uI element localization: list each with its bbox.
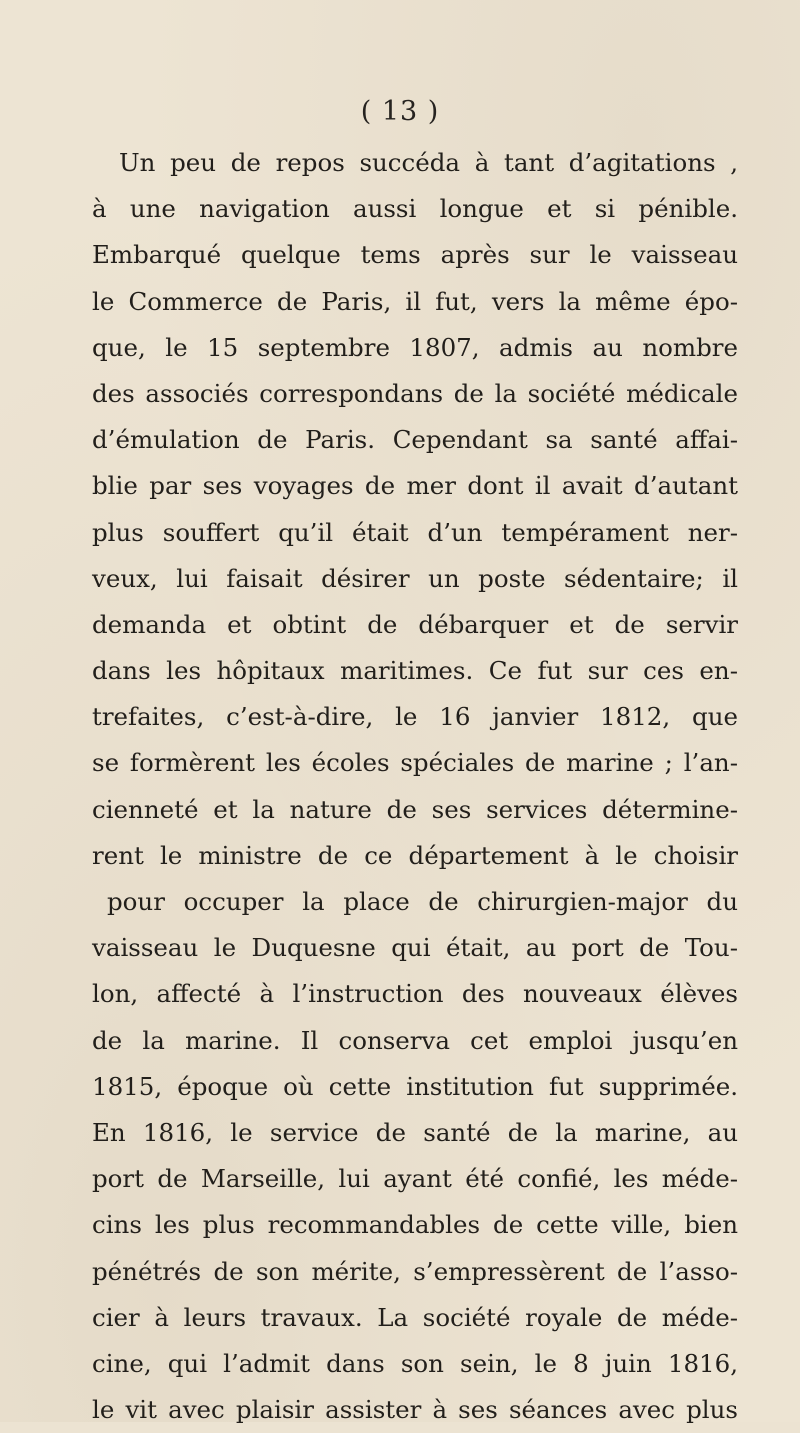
text-line: blie par ses voyages de mer dont il avait d’autant bbox=[92, 471, 738, 501]
text-line: pour occuper la place de chirurgien-major du bbox=[107, 887, 738, 916]
text-line: de la marine. Il conserva cet emploi jusqu’en bbox=[92, 1025, 738, 1055]
text-line: le Commerce de Paris, il fut, vers la même épo- bbox=[92, 286, 738, 316]
text-line: En 1816, le service de santé de la marine, au bbox=[92, 1117, 738, 1147]
text-line: vaisseau le Duquesne qui était, au port de Tou- bbox=[92, 933, 738, 963]
text-line: Embarqué quelque tems après sur le vaisseau bbox=[92, 240, 738, 270]
text-line: que, le 15 septembre 1807, admis au nombre bbox=[92, 332, 738, 362]
text-line: plus souffert qu’il était d’un tempérament ner- bbox=[92, 517, 738, 547]
text-line: port de Marseille, lui ayant été confié, les méde- bbox=[92, 1164, 738, 1194]
text-line: Un peu de repos succéda à tant d’agitations , bbox=[119, 148, 738, 177]
text-line: à une navigation aussi longue et si pénible. bbox=[92, 194, 738, 224]
text-line: d’émulation de Paris. Cependant sa santé affai- bbox=[92, 425, 738, 455]
text-line: se formèrent les écoles spéciales de marine ; l’an- bbox=[92, 748, 738, 778]
text-line: des associés correspondans de la société médicale bbox=[92, 378, 738, 408]
text-line: trefaites, c’est-à-dire, le 16 janvier 1812, que bbox=[92, 702, 738, 732]
text-line: le vit avec plaisir assister à ses séances avec plus bbox=[92, 1395, 738, 1425]
text-line: lon, affecté à l’instruction des nouveaux élèves bbox=[92, 979, 738, 1009]
page-number: ( 13 ) bbox=[360, 96, 440, 127]
text-line: cine, qui l’admit dans son sein, le 8 juin 1816, bbox=[92, 1348, 738, 1378]
text-line: cins les plus recommandables de cette ville, bien bbox=[92, 1210, 738, 1240]
text-line: demanda et obtint de débarquer et de servir bbox=[92, 609, 738, 639]
text-line: 1815, époque où cette institution fut supprimée. bbox=[92, 1071, 738, 1101]
text-line: pénétrés de son mérite, s’empressèrent de l’asso- bbox=[92, 1256, 738, 1286]
body-text bbox=[92, 140, 738, 1433]
text-line: cier à leurs travaux. La société royale de méde- bbox=[92, 1302, 738, 1332]
text-line: dans les hôpitaux maritimes. Ce fut sur ces en- bbox=[92, 656, 738, 686]
text-line: veux, lui faisait désirer un poste sédentaire; il bbox=[92, 563, 738, 593]
text-line: rent le ministre de ce département à le choisir bbox=[92, 840, 738, 870]
text-line: cienneté et la nature de ses services détermine- bbox=[92, 794, 738, 824]
